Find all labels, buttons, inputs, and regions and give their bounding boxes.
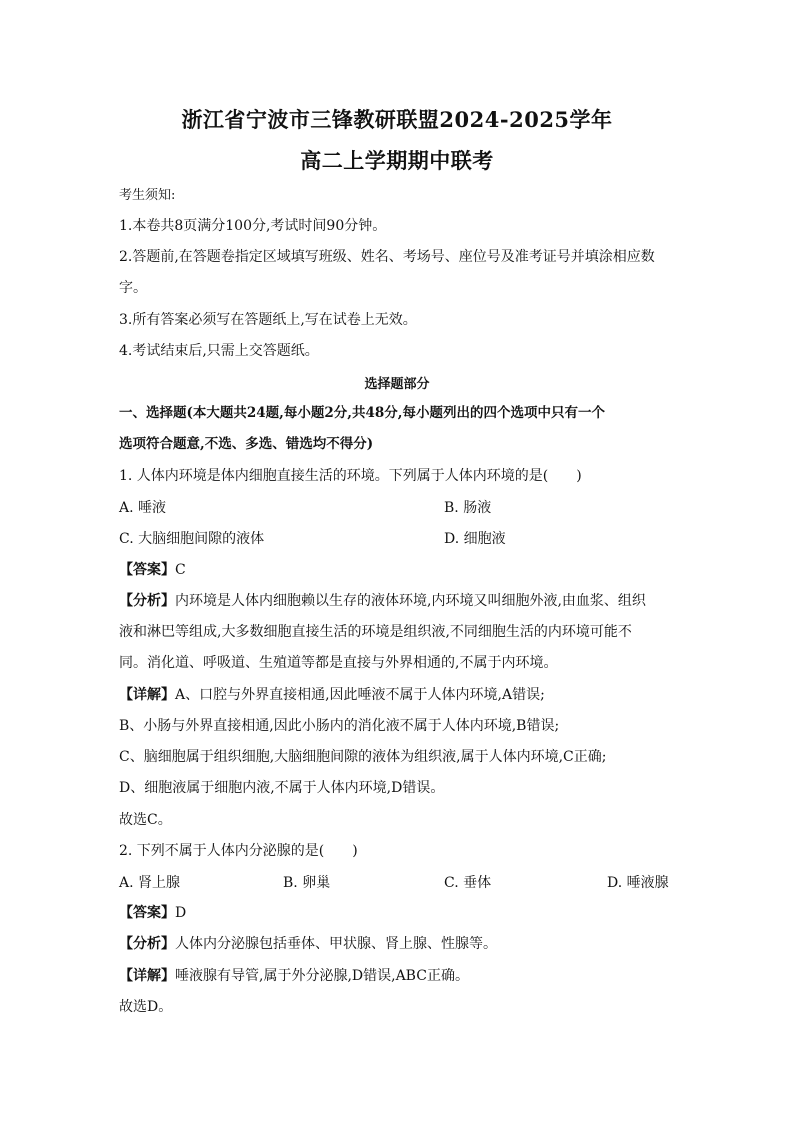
q2-option-a: A. 肾上腺 [119,875,181,891]
q1-detail-line2: B、小肠与外界直接相通,因此小肠内的消化液不属于人体内环境,B错误; [119,718,560,734]
q2-analysis-tag: 【分析】 [119,936,175,952]
q1-detail [119,685,545,705]
section-instruction-line1: 一、选择题(本大题共24题,每小题2分,共48分,每小题列出的四个选项中只有一个 [119,405,605,421]
q1-detail-line3: C、脑细胞属于组织细胞,大脑细胞间隙的液体为组织液,属于人体内环境,C正确; [119,749,607,765]
q1-answer [119,560,186,580]
notice-item-3: 3.所有答案必须写在答题纸上,写在试卷上无效。 [119,312,417,328]
q1-analysis-tag: 【分析】 [119,593,175,609]
q1-answer-value: C [175,562,186,578]
q2-option-b: B. 卵巢 [283,875,331,891]
q2-option-d: D. 唾液腺 [607,875,669,891]
q1-detail-text: A、口腔与外界直接相通,因此唾液不属于人体内环境,A错误; [175,687,545,703]
q1-analysis-line2: 液和淋巴等组成,大多数细胞直接生活的环境是组织液,不同细胞生活的内环境可能不 [119,624,632,640]
notice-item-2: 2.答题前,在答题卷指定区域填写班级、姓名、考场号、座位号及准考证号并填涂相应数 [119,249,655,265]
q1-analysis-line3: 同。消化道、呼吸道、生殖道等都是直接与外界相通的,不属于内环境。 [119,655,558,671]
notice-heading: 考生须知: [119,188,176,203]
notice-item-2-cont: 字。 [119,280,147,296]
q1-option-d: D. 细胞液 [444,531,506,547]
q2-detail-tag: 【详解】 [119,968,175,984]
q2-detail [119,966,469,986]
q2-answer-value: D [175,905,187,921]
q1-analysis-text: 内环境是人体内细胞赖以生存的液体环境,内环境又叫细胞外液,由血浆、组织 [175,593,646,609]
exam-title-line2: 高二上学期期中联考 [300,148,494,173]
q1-conclusion: 故选C。 [119,812,172,828]
q1-option-c: C. 大脑细胞间隙的液体 [119,531,265,547]
q2-answer [119,903,186,923]
section-title: 选择题部分 [364,377,430,392]
q2-analysis [119,934,497,954]
q1-detail-tag: 【详解】 [119,687,175,703]
q2-detail-text: 唾液腺有导管,属于外分泌腺,D错误,ABC正确。 [175,968,469,984]
q1-answer-tag: 【答案】 [119,562,175,578]
section-instruction-line2: 选项符合题意,不选、多选、错选均不得分) [119,436,374,452]
q1-option-b: B. 肠液 [444,500,492,516]
notice-item-4: 4.考试结束后,只需上交答题纸。 [119,343,319,359]
notice-item-1: 1.本卷共8页满分100分,考试时间90分钟。 [119,218,387,234]
q2-conclusion: 故选D。 [119,999,173,1015]
q1-analysis [119,591,646,611]
q1-stem: 1. 人体内环境是体内细胞直接生活的环境。下列属于人体内环境的是( ) [119,468,582,484]
q2-analysis-text: 人体内分泌腺包括垂体、甲状腺、肾上腺、性腺等。 [175,936,497,952]
q1-option-a: A. 唾液 [119,500,167,516]
q2-answer-tag: 【答案】 [119,905,175,921]
q2-stem: 2. 下列不属于人体内分泌腺的是( ) [119,843,358,859]
exam-title-line1: 浙江省宁波市三锋教研联盟2024-2025学年 [181,107,613,132]
q2-option-c: C. 垂体 [444,875,492,891]
q1-detail-line4: D、细胞液属于细胞内液,不属于人体内环境,D错误。 [119,780,445,796]
